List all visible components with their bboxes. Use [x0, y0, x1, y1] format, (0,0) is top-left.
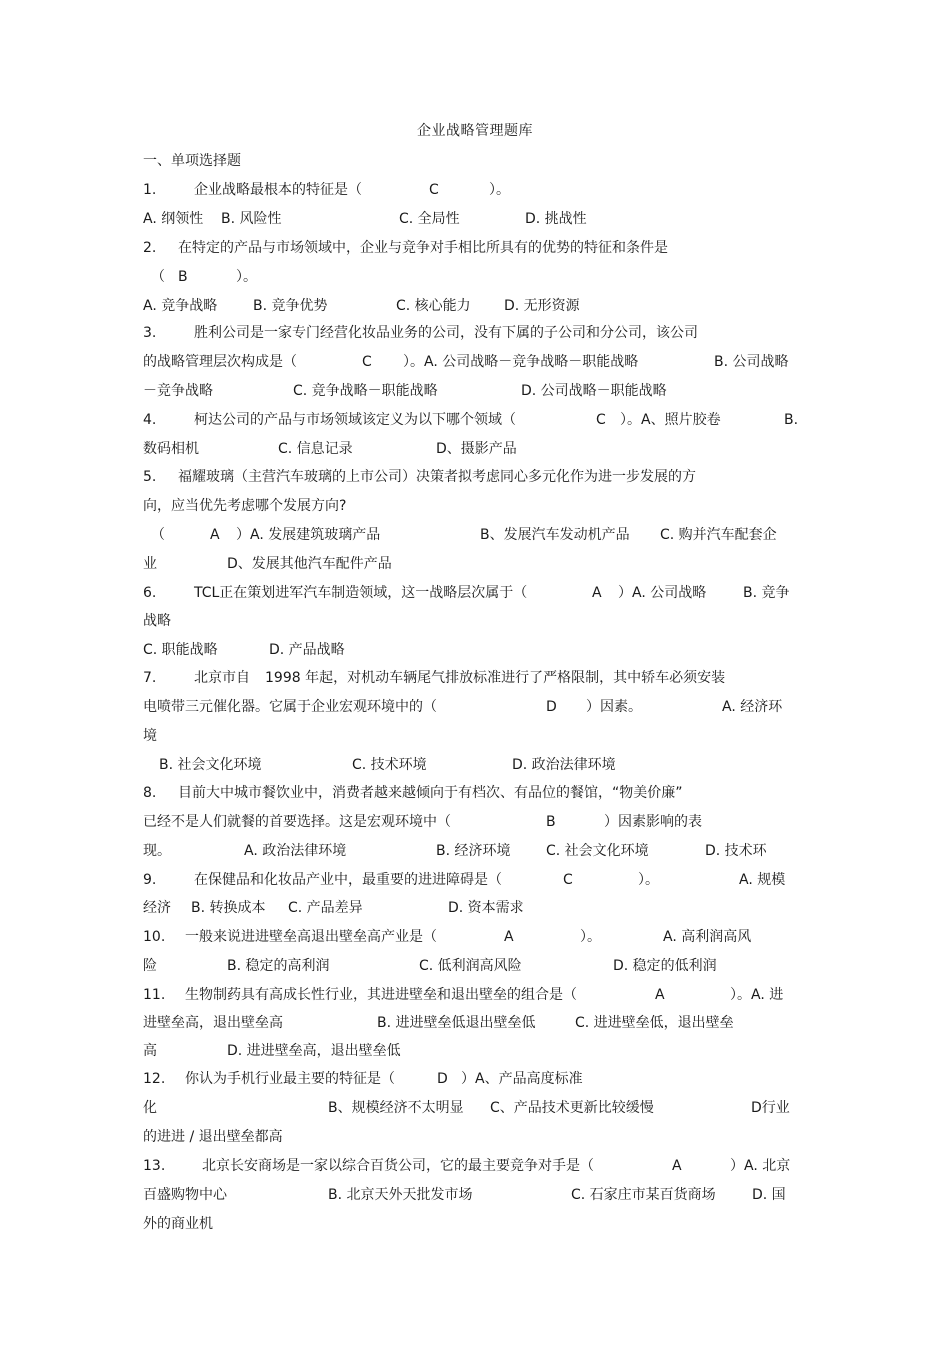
text-segment: 你认为手机行业最主要的特征是（ — [185, 1071, 395, 1087]
text-segment: C. 信息记录 — [278, 441, 353, 457]
text-line — [143, 725, 813, 747]
text-line — [143, 208, 813, 230]
text-segment: 9. — [143, 872, 157, 888]
text-segment: A — [672, 1158, 682, 1174]
text-segment: C — [596, 412, 606, 428]
text-line — [143, 984, 813, 1006]
text-line — [143, 1155, 813, 1177]
text-segment: 向，应当优先考虑哪个发展方向? — [143, 498, 347, 514]
text-segment: D. 稳定的低利润 — [613, 958, 717, 974]
text-segment: D. 无形资源 — [504, 298, 580, 314]
text-segment: ）因素影响的表 — [604, 814, 702, 830]
text-segment: B. 转换成本 — [191, 900, 266, 916]
text-segment: B、发展汽车发动机产品 — [480, 527, 630, 543]
text-segment: A. 政治法律环境 — [244, 843, 347, 859]
text-segment: C. 职能战略 — [143, 642, 218, 658]
text-segment: C. 低利润高风险 — [419, 958, 522, 974]
text-segment: B — [546, 814, 556, 830]
text-segment: 13. — [143, 1158, 166, 1174]
text-segment: 企业战略最根本的特征是（ — [194, 182, 362, 198]
text-segment: C. 技术环境 — [352, 757, 427, 773]
text-segment: ）。 — [638, 872, 659, 888]
text-line — [143, 322, 813, 344]
text-segment: 8. — [143, 785, 157, 801]
text-segment: C — [563, 872, 573, 888]
text-segment: B. 稳定的高利润 — [227, 958, 330, 974]
text-segment: 11. — [143, 987, 166, 1003]
text-line — [143, 840, 813, 862]
text-line — [143, 811, 813, 833]
text-segment: ）A. 发展建筑玻璃产品 — [236, 527, 381, 543]
text-segment: B. 经济环境 — [436, 843, 511, 859]
text-segment: 外的商业机 — [143, 1216, 213, 1232]
text-segment: 目前大中城市餐饮业中，消费者越来越倾向于有档次、有品位的餐馆，“物美价廉” — [178, 785, 683, 801]
text-segment: D. 国 — [752, 1187, 786, 1203]
text-segment: D. 挑战性 — [525, 211, 587, 227]
text-line — [143, 754, 813, 776]
text-segment: 胜利公司是一家专门经营化妆品业务的公司，没有下属的子公司和分公司，该公司 — [194, 325, 698, 341]
text-segment: 1. — [143, 182, 157, 198]
text-segment: ）。A、照片胶卷 — [620, 412, 721, 428]
text-line — [143, 266, 813, 288]
text-segment: 的进进 / 退出壁垒都高 — [143, 1129, 283, 1145]
text-segment: B、规模经济不太明显 — [328, 1100, 464, 1116]
text-segment: C. 产品差异 — [288, 900, 363, 916]
text-segment: ）。 — [489, 182, 510, 198]
text-segment: （ — [151, 527, 165, 543]
text-line — [143, 351, 813, 373]
text-segment: A. 竞争战略 — [143, 298, 218, 314]
text-line — [143, 926, 813, 948]
text-segment: C. 进进壁垒低，退出壁垒 — [575, 1015, 734, 1031]
text-segment: 一、单项选择题 — [143, 153, 241, 169]
text-segment: C. 全局性 — [399, 211, 460, 227]
text-segment: B. 进进壁垒低退出壁垒低 — [377, 1015, 536, 1031]
text-segment: B. 风险性 — [221, 211, 282, 227]
text-line — [143, 409, 813, 431]
text-line — [143, 553, 813, 575]
text-segment: 战略 — [143, 613, 171, 629]
text-segment: C — [362, 354, 372, 370]
text-segment: 险 — [143, 958, 157, 974]
text-segment: 6. — [143, 585, 157, 601]
text-segment: D、摄影产品 — [436, 441, 517, 457]
text-segment: B. 社会文化环境 — [159, 757, 262, 773]
text-segment: C. 核心能力 — [396, 298, 471, 314]
text-line — [143, 295, 813, 317]
text-segment: D行业 — [751, 1100, 790, 1116]
text-segment: D. 技术环 — [705, 843, 767, 859]
text-segment: 柯达公司的产品与市场领域该定义为以下哪个领域（ — [194, 412, 516, 428]
text-line — [143, 639, 813, 661]
text-segment: 百盛购物中心 — [143, 1187, 227, 1203]
text-line — [143, 495, 813, 517]
text-line — [143, 1213, 813, 1235]
text-segment: TCL正在策划进军汽车制造领域，这一战略层次属于（ — [194, 585, 528, 601]
text-segment: C. 石家庄市某百货商场 — [571, 1187, 716, 1203]
text-segment: B. 竞争优势 — [253, 298, 328, 314]
text-line — [143, 897, 813, 919]
text-line — [143, 782, 813, 804]
text-line — [143, 438, 813, 460]
text-segment: 进壁垒高，退出壁垒高 — [143, 1015, 283, 1031]
text-segment: D — [546, 699, 557, 715]
text-segment: 业 — [143, 556, 157, 572]
text-line — [143, 1040, 813, 1062]
text-line — [143, 1012, 813, 1034]
text-segment: 4. — [143, 412, 157, 428]
text-line — [143, 955, 813, 977]
text-segment: A — [210, 527, 220, 543]
text-line — [143, 466, 813, 488]
text-segment: 5. — [143, 469, 157, 485]
text-segment: B. 竞争 — [743, 585, 790, 601]
text-segment: D. 进进壁垒高，退出壁垒低 — [227, 1043, 401, 1059]
text-line — [143, 582, 813, 604]
text-segment: A — [592, 585, 602, 601]
text-line — [143, 150, 813, 172]
text-line — [143, 524, 813, 546]
text-segment: －竞争战略 — [143, 383, 213, 399]
text-segment: 10. — [143, 929, 166, 945]
text-line — [143, 380, 813, 402]
text-segment: （ — [151, 269, 165, 285]
text-segment: A. 纲领性 — [143, 211, 204, 227]
text-segment: A. 经济环 — [722, 699, 783, 715]
text-segment: 2. — [143, 240, 157, 256]
text-segment: 已经不是人们就餐的首要选择。这是宏观环境中（ — [143, 814, 451, 830]
text-segment: C、产品技术更新比较缓慢 — [490, 1100, 654, 1116]
text-segment: D. 资本需求 — [448, 900, 524, 916]
text-segment: 一般来说进进壁垒高退出壁垒高产业是（ — [185, 929, 437, 945]
text-segment: A — [655, 987, 665, 1003]
text-segment: 的战略管理层次构成是（ — [143, 354, 297, 370]
text-segment: ）A. 北京 — [730, 1158, 791, 1174]
text-segment: 北京市自 — [194, 670, 250, 686]
text-segment: 12. — [143, 1071, 166, 1087]
text-line — [143, 1126, 813, 1148]
text-line — [143, 610, 813, 632]
text-segment: B — [178, 269, 188, 285]
text-segment: ）。A. 公司战略－竞争战略－职能战略 — [403, 354, 639, 370]
text-segment: ）。 — [580, 929, 601, 945]
text-segment: C. 社会文化环境 — [546, 843, 649, 859]
text-segment: 3. — [143, 325, 157, 341]
text-segment: 福耀玻璃（主营汽车玻璃的上市公司）决策者拟考虑同心多元化作为进一步发展的方 — [178, 469, 696, 485]
text-segment: C. 竞争战略－职能战略 — [293, 383, 438, 399]
text-line — [143, 869, 813, 891]
text-segment: C — [429, 182, 439, 198]
text-segment: B. — [784, 412, 799, 428]
text-segment: 化 — [143, 1100, 157, 1116]
text-segment: 高 — [143, 1043, 157, 1059]
text-segment: D. 公司战略－职能战略 — [521, 383, 667, 399]
text-segment: 7. — [143, 670, 157, 686]
text-line — [143, 696, 813, 718]
text-segment: D. 产品战略 — [269, 642, 345, 658]
text-segment: D — [437, 1071, 448, 1087]
text-segment: 1998 年起，对机动车辆尾气排放标准进行了严格限制，其中轿车必须安装 — [265, 670, 726, 686]
text-line — [143, 237, 813, 259]
text-segment: B. 公司战略 — [714, 354, 789, 370]
text-segment: A — [504, 929, 514, 945]
text-line — [143, 1184, 813, 1206]
text-line — [143, 1097, 813, 1119]
text-segment: ）因素。 — [586, 699, 642, 715]
text-line — [143, 179, 813, 201]
text-segment: 现。 — [143, 843, 171, 859]
text-segment: ）。A. 进 — [730, 987, 784, 1003]
text-line — [143, 667, 813, 689]
text-segment: 境 — [143, 728, 157, 744]
text-segment: ）A、产品高度标准 — [461, 1071, 583, 1087]
text-segment: D、发展其他汽车配件产品 — [227, 556, 392, 572]
text-segment: 生物制药具有高成长性行业，其进进壁垒和退出壁垒的组合是（ — [185, 987, 577, 1003]
text-segment: B. 北京天外天批发市场 — [328, 1187, 473, 1203]
text-segment: C. 购并汽车配套企 — [660, 527, 777, 543]
text-segment: 北京长安商场是一家以综合百货公司，它的最主要竞争对手是（ — [202, 1158, 594, 1174]
text-segment: A. 高利润高风 — [663, 929, 752, 945]
text-segment: A. 规模 — [739, 872, 786, 888]
text-segment: 在保健品和化妆品产业中，最重要的进进障碍是（ — [194, 872, 502, 888]
text-line — [143, 1068, 813, 1090]
text-segment: 数码相机 — [143, 441, 199, 457]
text-segment: ）。 — [236, 269, 257, 285]
document-title: 企业战略管理题库 — [417, 123, 533, 139]
text-segment: 在特定的产品与市场领域中，企业与竞争对手相比所具有的优势的特征和条件是 — [178, 240, 668, 256]
text-segment: 电喷带三元催化器。它属于企业宏观环境中的（ — [143, 699, 437, 715]
text-segment: ）A. 公司战略 — [618, 585, 707, 601]
text-segment: D. 政治法律环境 — [512, 757, 616, 773]
text-segment: 经济 — [143, 900, 171, 916]
